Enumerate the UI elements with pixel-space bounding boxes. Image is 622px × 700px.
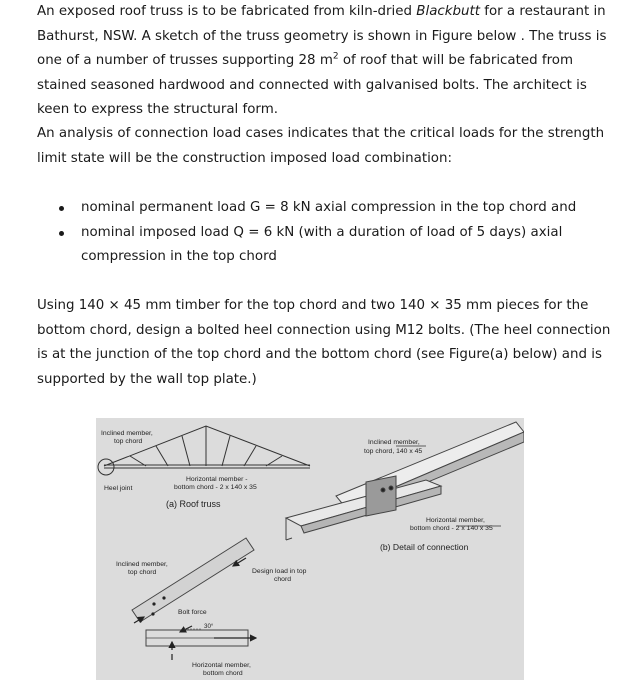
fig-a-caption: (a) Roof truss — [166, 499, 221, 509]
fig-b-horizontal-label-2: bottom chord - 2 x 140 x 35 — [410, 525, 493, 532]
fig-c-design-load-label-2: chord — [274, 576, 292, 583]
bullet-icon — [59, 206, 64, 211]
fig-b-inclined-label-2: top chord, 140 x 45 — [364, 448, 423, 455]
fig-c-inclined-label: Inclined member, — [116, 561, 168, 568]
load-list — [37, 196, 612, 270]
fig-a-horizontal-label: Horizontal member - — [186, 476, 248, 483]
fig-a-inclined-label-2: top chord — [114, 438, 143, 445]
list-item: nominal permanent load G = 8 kN axial compression in the top chord and — [37, 196, 612, 221]
fig-b-caption: (b) Detail of connection — [380, 542, 469, 552]
fig-c-inclined-label-2: top chord — [128, 569, 157, 576]
fig-c-horizontal-label-2: bottom chord — [203, 670, 243, 677]
fig-a-heel-label: Heel joint — [104, 485, 133, 492]
list-item: nominal imposed load Q = 6 kN (with a duration of load of 5 days) axial compression in the top chord — [37, 221, 612, 270]
fig-a-inclined-label: Inclined member, — [101, 430, 153, 437]
intro-paragraph: An exposed roof truss is to be fabricated from kiln-dried Blackbutt for a restaurant in Bathurst, NSW. A sketch of the truss geometry is shown in Figure below . The truss is one of a number of trusses supporting 28 $m^2$ of roof that will be fabricated from stained seasoned hardwood and connected with galvanised bolts. The architect is keen to express the structural form. — [37, 4, 607, 117]
fig-c-design-load-label: Design load in top — [252, 568, 307, 575]
fig-a-horizontal-label-2: bottom chord - 2 x 140 x 35 — [174, 484, 257, 491]
fig-c-horizontal-label: Horizontal member, — [192, 662, 251, 669]
load-analysis-paragraph: An analysis of connection load cases indicates that the critical loads for the strength limit state will be the construction imposed load combination: — [37, 126, 605, 166]
force-diagram — [132, 538, 256, 660]
figure-drawing — [96, 418, 524, 680]
truss-figure — [96, 418, 524, 680]
fig-b-inclined-label: Inclined member, — [368, 439, 420, 446]
fig-b-horizontal-label: Horizontal member, — [426, 517, 485, 524]
fig-c-angle-label: 30° — [204, 623, 214, 630]
bullet-icon — [59, 231, 64, 236]
design-task-paragraph: Using 140 × 45 mm timber for the top chord and two 140 × 35 mm pieces for the bottom chord, design a bolted heel connection using M12 bolts. (The heel connection is at the junction of the top chord and the bottom chord (see Figure(a) below) and is supported by the wall top plate.) — [37, 298, 611, 387]
fig-c-bolt-force-label: Bolt force — [178, 609, 207, 616]
